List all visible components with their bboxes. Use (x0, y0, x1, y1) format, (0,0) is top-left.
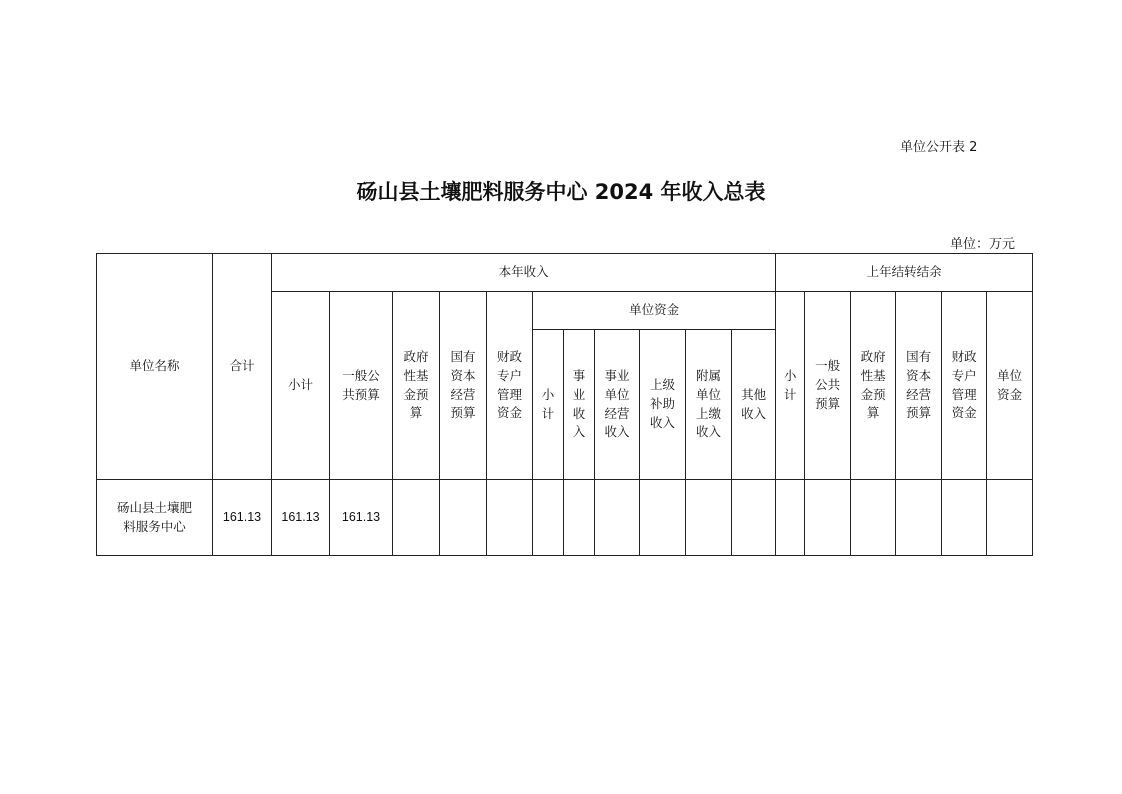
cell-fiscal-special-funds (487, 480, 533, 556)
header-unit-funds: 单位资金 (533, 292, 776, 330)
unit-label: 单位：万元 (950, 237, 1016, 252)
cell-unit-name: 砀山县土壤肥料服务中心 (97, 480, 213, 556)
header-py-fiscal-special-funds: 财政专户管理资金 (942, 292, 987, 480)
header-fiscal-special-funds: 财政专户管理资金 (487, 292, 533, 480)
cell-state-capital-budget (440, 480, 487, 556)
header-other-income: 其他收入 (732, 330, 776, 480)
cell-gov-fund-budget (393, 480, 440, 556)
cell-affiliated-payment (686, 480, 732, 556)
cell-business-income (564, 480, 595, 556)
header-py-subtotal: 小计 (776, 292, 805, 480)
header-operating-income: 事业单位经营收入 (595, 330, 640, 480)
header-general-budget: 一般公共预算 (330, 292, 393, 480)
cell-uf-subtotal (533, 480, 564, 556)
header-py-general-budget: 一般公共预算 (805, 292, 851, 480)
header-subtotal: 小计 (272, 292, 330, 480)
cell-operating-income (595, 480, 640, 556)
header-business-income: 事业收入 (564, 330, 595, 480)
header-affiliated-payment: 附属单位上缴收入 (686, 330, 732, 480)
header-uf-subtotal: 小计 (533, 330, 564, 480)
header-gov-fund-budget: 政府性基金预算 (393, 292, 440, 480)
cell-superior-subsidy (640, 480, 686, 556)
header-total: 合计 (213, 254, 272, 480)
page-title: 砀山县土壤肥料服务中心 2024 年收入总表 (356, 180, 766, 204)
table-row (97, 480, 1033, 556)
header-current-year-income: 本年收入 (272, 254, 776, 292)
header-py-unit-funds: 单位资金 (987, 292, 1033, 480)
header-state-capital-budget: 国有资本经营预算 (440, 292, 487, 480)
cell-py-fiscal-special-funds (942, 480, 987, 556)
cell-py-unit-funds (987, 480, 1033, 556)
cell-general-budget: 161.13 (330, 480, 393, 556)
cell-other-income (732, 480, 776, 556)
cell-subtotal: 161.13 (272, 480, 330, 556)
header-superior-subsidy: 上级补助收入 (640, 330, 686, 480)
form-number: 单位公开表 2 (900, 140, 978, 155)
cell-py-subtotal (776, 480, 805, 556)
cell-py-gov-fund-budget (851, 480, 896, 556)
header-prior-year-carryover: 上年结转结余 (776, 254, 1033, 292)
cell-total: 161.13 (213, 480, 272, 556)
header-row-1 (97, 254, 1033, 292)
cell-py-state-capital-budget (896, 480, 942, 556)
cell-py-general-budget (805, 480, 851, 556)
income-table (96, 253, 1033, 556)
header-py-state-capital-budget: 国有资本经营预算 (896, 292, 942, 480)
header-unit-name: 单位名称 (97, 254, 213, 480)
header-py-gov-fund-budget: 政府性基金预算 (851, 292, 896, 480)
